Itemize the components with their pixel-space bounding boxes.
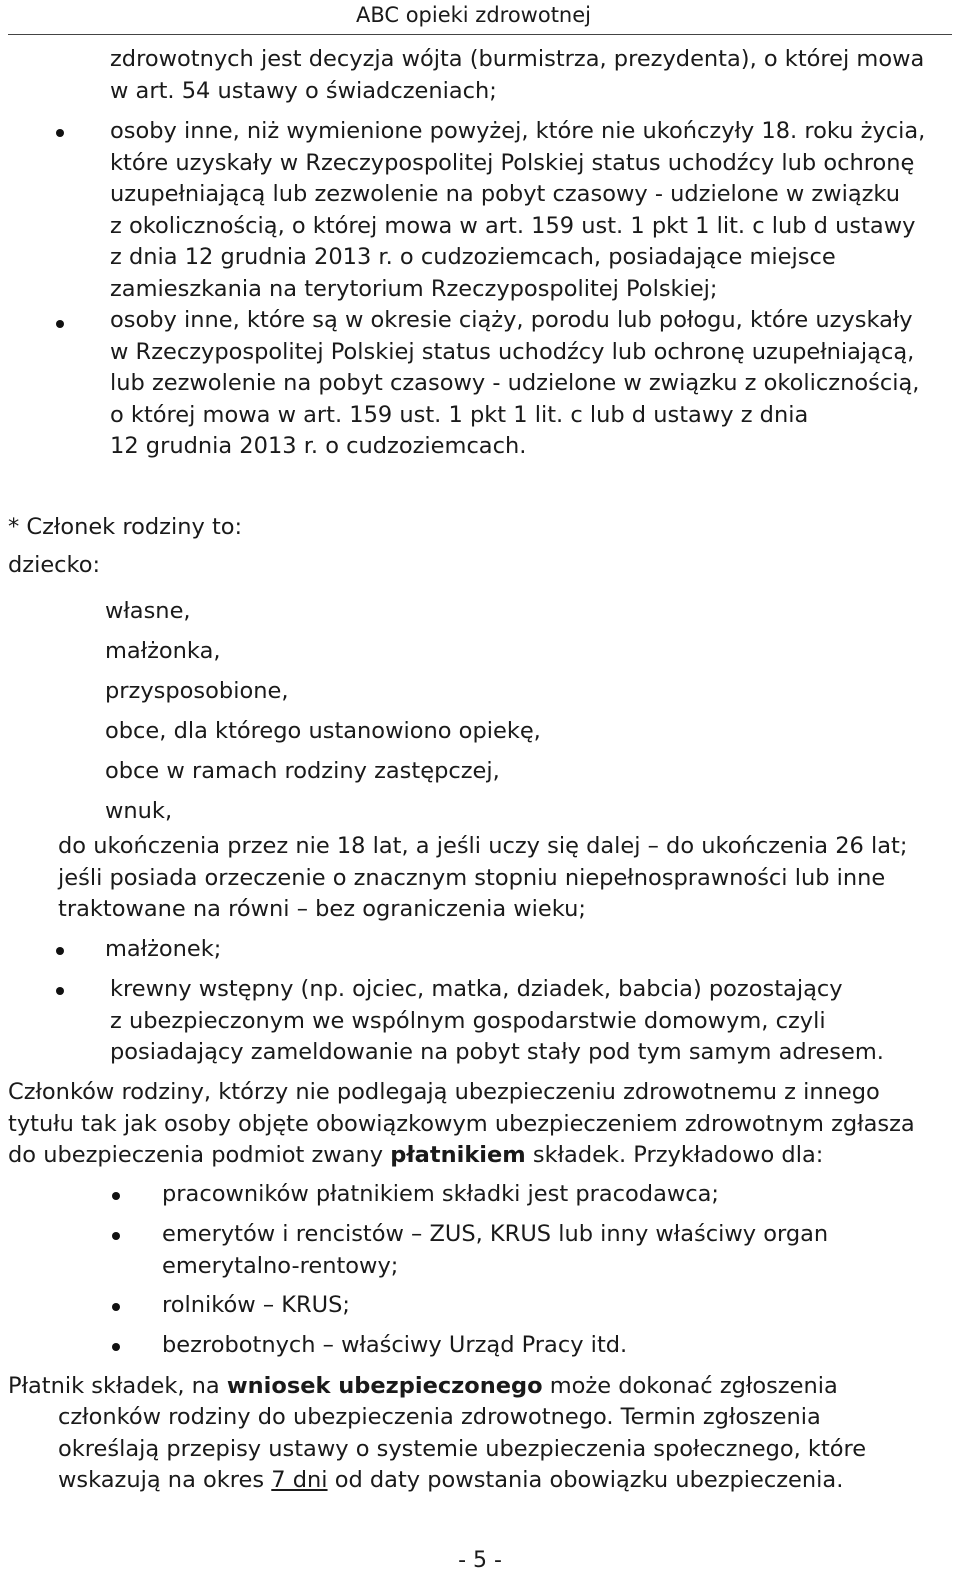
child-label: dziecko: <box>8 552 101 578</box>
bold-term: płatnikiem <box>390 1142 526 1168</box>
list-item: pracowników płatnikiem składki jest pracodawca; <box>162 1181 720 1207</box>
final-paragraph-line1 <box>8 1371 946 1403</box>
text-line: do ukończenia przez nie 18 lat, a jeśli uczy się dalej – do ukończenia 26 lat; <box>58 833 908 859</box>
bold-term: wniosek ubezpieczonego <box>226 1373 543 1399</box>
list-item: obce, dla którego ustanowiono opiekę, <box>105 718 541 744</box>
text-line: zamieszkania na terytorium Rzeczypospolitej Polskiej; <box>110 275 718 302</box>
payer-paragraph <box>8 1077 946 1172</box>
text-line: które uzyskały w Rzeczypospolitej Polskiej status uchodźcy lub ochronę <box>110 149 915 176</box>
list-item <box>110 116 946 305</box>
bullet-icon <box>112 1303 120 1311</box>
text-line: traktowane na równi – bez ograniczenia wieku; <box>58 896 586 922</box>
underlined-term: 7 dni <box>271 1467 328 1493</box>
bullet-icon <box>112 1192 120 1200</box>
text-line: zdrowotnych jest decyzja wójta (burmistrza, prezydenta), o której mowa <box>110 46 925 72</box>
family-heading: * Członek rodziny to: <box>8 514 243 540</box>
page-number: - 5 - <box>458 1548 502 1573</box>
age-limit-text <box>58 831 946 926</box>
text-line: Członków rodziny, którzy nie podlegają ubezpieczeniu zdrowotnemu z innego <box>8 1079 880 1105</box>
list-item: małżonka, <box>105 638 221 664</box>
list-item: obce w ramach rodziny zastępczej, <box>105 758 500 784</box>
bullet-icon <box>112 1232 120 1240</box>
text-line: członków rodziny do ubezpieczenia zdrowotnego. Termin zgłoszenia <box>58 1404 821 1430</box>
bullet-icon <box>112 1343 120 1351</box>
relative-item <box>110 974 946 1069</box>
bullet-icon <box>56 129 64 137</box>
page-header <box>8 0 952 35</box>
text-line: w art. 54 ustawy o świadczeniach; <box>110 77 497 104</box>
text-line: lub zezwolenie na pobyt czasowy - udzielone w związku z okolicznością, <box>110 370 920 396</box>
text-line: osoby inne, niż wymienione powyżej, które nie ukończyły 18. roku życia, <box>110 118 926 144</box>
text-line: tytułu tak jak osoby objęte obowiązkowym ubezpieczeniem zdrowotnym zgłasza <box>8 1110 915 1137</box>
text-line: posiadający zameldowanie na pobyt stały pod tym samym adresem. <box>110 1039 884 1065</box>
header-title: ABC opieki zdrowotnej <box>355 3 591 27</box>
text-line: osoby inne, które są w okresie ciąży, porodu lub połogu, które uzyskały <box>110 307 913 333</box>
text-line: z ubezpieczonym we wspólnym gospodarstwie domowym, czyli <box>110 1007 826 1034</box>
list-item: wnuk, <box>105 798 173 824</box>
list-continuation <box>110 44 946 107</box>
bullet-icon <box>56 987 64 995</box>
text-line: z dnia 12 grudnia 2013 r. o cudzoziemcach, posiadające miejsce <box>110 244 836 270</box>
text-line: w Rzeczypospolitej Polskiej status uchodźcy lub ochronę uzupełniającą, <box>110 338 915 365</box>
list-item: własne, <box>105 598 191 624</box>
text-line: określają przepisy ustawy o systemie ubezpieczenia społecznego, które <box>58 1435 867 1462</box>
text-line: z okolicznością, o której mowa w art. 159 ust. 1 pkt 1 lit. c lub d ustawy <box>110 212 916 239</box>
final-paragraph <box>58 1402 946 1497</box>
list-item <box>110 305 946 463</box>
text-line: do ubezpieczenia podmiot zwany płatnikiem składek. Przykładowo dla: <box>8 1142 824 1168</box>
list-item: przysposobione, <box>105 678 289 704</box>
list-item: bezrobotnych – właściwy Urząd Pracy itd. <box>162 1332 628 1358</box>
bullet-icon <box>56 947 64 955</box>
list-item: rolników – KRUS; <box>162 1292 350 1318</box>
list-item <box>162 1219 946 1282</box>
text-line: wskazują na okres 7 dni od daty powstania obowiązku ubezpieczenia. <box>58 1467 844 1493</box>
text-line: o której mowa w art. 159 ust. 1 pkt 1 lit. c lub d ustawy z dnia <box>110 401 809 428</box>
text-line: jeśli posiada orzeczenie o znacznym stopniu niepełnosprawności lub inne <box>58 864 886 891</box>
text-line: emerytów i rencistów – ZUS, KRUS lub inny właściwy organ <box>162 1221 829 1247</box>
text-line: emerytalno-rentowy; <box>162 1252 399 1279</box>
text-line: krewny wstępny (np. ojciec, matka, dziadek, babcia) pozostający <box>110 976 843 1002</box>
text-line: uzupełniającą lub zezwolenie na pobyt czasowy - udzielone w związku <box>110 181 901 207</box>
text-line: 12 grudnia 2013 r. o cudzoziemcach. <box>110 433 527 459</box>
spouse-item: małżonek; <box>105 936 222 962</box>
child-types-list <box>105 591 541 831</box>
text-line: Płatnik składek, na wniosek ubezpieczonego może dokonać zgłoszenia <box>8 1373 838 1399</box>
bullet-icon <box>56 320 64 328</box>
